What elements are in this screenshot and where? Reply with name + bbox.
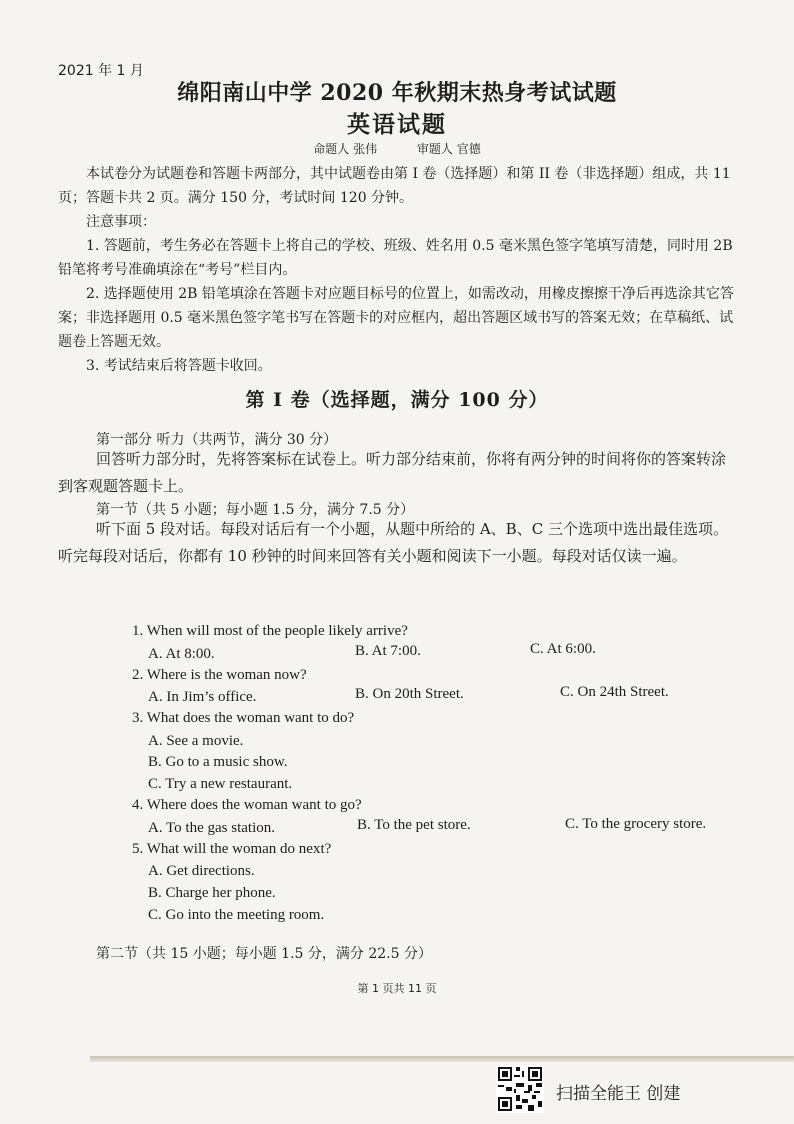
notice-title: 注意事项： (86, 214, 156, 230)
exam-title: 绵阳南山中学 2020 年秋期末热身考试试题 (177, 80, 617, 106)
notice-item-3: 3. 考试结束后将答题卡收回。 (86, 358, 272, 374)
notice-item-2: 2. 选择题使用 2B 铅笔填涂在答题卡对应题目标号的位置上，如需改动，用橡皮擦擦干净后再选涂其它答案；非选择题用 0.5 毫米黑色签字笔书写在答题卡的对应框内，超出答题区域书写的答案无效；在草稿纸、试题卷上答题无效。 (58, 286, 734, 350)
question-2: 2. Where is the woman now? (132, 667, 307, 683)
scanner-watermark: 扫描全能王 创建 (556, 1084, 681, 1104)
q5-option-a: A. Get directions. (148, 863, 255, 879)
part1-description: 回答听力部分时，先将答案标在试卷上。听力部分结束前，你将有两分钟的时间将你的答案转涂到客观题答题卡上。 (58, 450, 727, 495)
question-1: 1. When will most of the people likely arrive? (132, 623, 408, 639)
q4-option-b: B. To the pet store. (357, 817, 471, 833)
question-4: 4. Where does the woman want to go? (132, 797, 362, 813)
q2-option-a: A. In Jim’s office. (148, 689, 257, 705)
q3-option-c: C. Try a new restaurant. (148, 776, 293, 792)
notice-item-1: 1. 答题前，考生务必在答题卡上将自己的学校、班级、姓名用 0.5 毫米黑色签字笔填写清楚，同时用 2B 铅笔将考号准确填涂在“考号”栏目内。 (58, 238, 733, 278)
question-3: 3. What does the woman want to do? (132, 710, 355, 726)
q1-option-a: A. At 8:00. (148, 646, 215, 662)
page-number: 第 1 页共 11 页 (357, 982, 437, 995)
q4-option-c: C. To the grocery store. (565, 816, 707, 832)
section2-title: 第二节（共 15 小题；每小题 1.5 分，满分 22.5 分） (96, 946, 432, 962)
q3-option-a: A. See a movie. (148, 733, 244, 749)
reviewer: 审题人 官德 (416, 142, 481, 156)
q2-option-c: C. On 24th Street. (560, 684, 669, 700)
question-5: 5. What will the woman do next? (132, 841, 332, 857)
q2-option-b: B. On 20th Street. (355, 686, 464, 702)
exam-subtitle: 英语试题 (347, 111, 447, 138)
intro-paragraph: 本试卷分为试题卷和答题卡两部分，其中试题卷由第 I 卷（选择题）和第 II 卷（非选择题）组成，共 11 页；答题卡共 2 页。满分 150 分，考试时间 120 分钟。 (58, 166, 731, 206)
q3-option-b: B. Go to a music show. (148, 754, 288, 770)
author: 命题人 张伟 (313, 142, 378, 156)
q5-option-b: B. Charge her phone. (148, 885, 276, 901)
q1-option-b: B. At 7:00. (355, 643, 421, 659)
scan-edge (90, 1056, 794, 1062)
section1-title: 第一节（共 5 小题；每小题 1.5 分，满分 7.5 分） (96, 502, 415, 518)
q1-option-c: C. At 6:00. (530, 641, 596, 657)
qr-code-icon (496, 1065, 544, 1113)
section1-description: 听下面 5 段对话。每段对话后有一个小题，从题中所给的 A、B、C 三个选项中选出最佳选项。听完每段对话后，你都有 10 秒钟的时间来回答有关小题和阅读下一小题。每段对话仅读一遍。 (58, 520, 728, 565)
q4-option-a: A. To the gas station. (148, 820, 275, 836)
q5-option-c: C. Go into the meeting room. (148, 907, 325, 923)
exam-date: 2021 年 1 月 (58, 63, 144, 79)
part1-title: 第一部分 听力（共两节，满分 30 分） (96, 432, 338, 448)
section-heading: 第 I 卷（选择题，满分 100 分） (245, 389, 549, 411)
exam-authors (0, 140, 794, 157)
